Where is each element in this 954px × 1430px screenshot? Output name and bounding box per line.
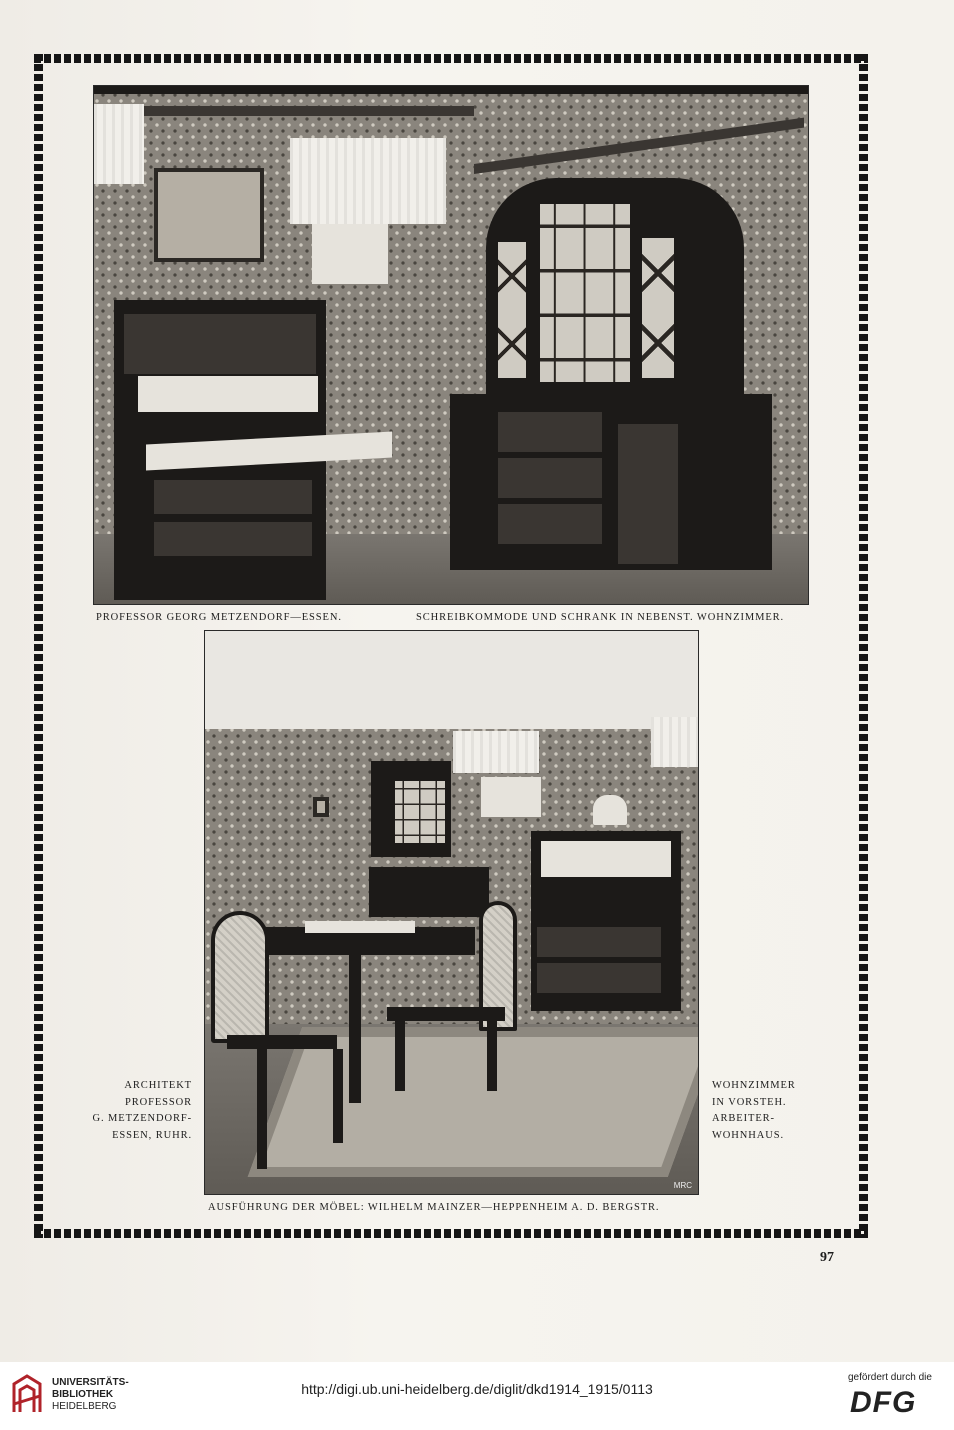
bottom-caption: AUSFÜHRUNG DER MÖBEL: WILHELM MAINZER—HEPPENHEIM A. D. BERGSTR.	[208, 1202, 660, 1213]
sideboard-drawer	[498, 504, 602, 544]
architect-credit	[82, 1078, 192, 1144]
ceiling	[205, 631, 698, 729]
chair-leg	[395, 1021, 405, 1091]
desk-drawer	[537, 963, 661, 993]
photographer-monogram: MRC	[673, 1181, 692, 1190]
page-number: 97	[820, 1250, 834, 1265]
dfg-logo: DFG	[850, 1386, 917, 1419]
frame-border-right	[859, 54, 868, 1238]
desk-shelf	[541, 841, 671, 877]
chair-seat-left	[227, 1035, 337, 1049]
cornice	[94, 86, 808, 94]
chair-leg	[487, 1021, 497, 1091]
architect-credit-line: G. METZENDORF-	[92, 1113, 192, 1124]
chair-back-left	[211, 911, 269, 1043]
top-photograph	[94, 86, 808, 604]
window-pane	[312, 224, 388, 284]
cabinet-side-glass	[642, 238, 674, 378]
desk-shelf	[124, 314, 316, 374]
floor-rug	[248, 1027, 698, 1177]
cabinet-side-glass	[498, 242, 526, 378]
architect-credit-line: PROFESSOR	[124, 1096, 192, 1108]
frame-border-bottom	[34, 1229, 868, 1238]
window-pane	[481, 777, 541, 817]
document-url-link[interactable]: http://digi.ub.uni-heidelberg.de/diglit/dkd1914_1915/0113	[301, 1381, 653, 1397]
sideboard-drawer	[498, 412, 602, 452]
room-description-line: WOHNZIMMER	[712, 1080, 796, 1091]
institution-line: BIBLIOTHEK	[52, 1389, 114, 1400]
table-runner	[305, 921, 415, 933]
frame-border-left	[34, 54, 43, 1238]
sideboard-drawer	[498, 458, 602, 498]
sponsor-label: gefördert durch die	[848, 1372, 932, 1383]
small-picture	[313, 797, 329, 817]
frame-border-top	[34, 54, 868, 63]
desk-drawer	[154, 522, 312, 556]
window-curtain-right	[651, 717, 698, 767]
left-curtain	[94, 104, 144, 184]
architect-credit-line: ESSEN, RUHR.	[112, 1129, 192, 1141]
mantel-clock	[593, 795, 627, 825]
desk-pigeonholes	[138, 376, 318, 412]
architect-credit-line: ARCHITEKT	[124, 1080, 192, 1091]
chair-seat-right	[387, 1007, 505, 1021]
sideboard-door	[618, 424, 678, 564]
table-leg	[349, 953, 361, 1103]
desk-drawer	[154, 480, 312, 514]
corner-cabinet-glass	[395, 781, 445, 843]
chair-leg	[257, 1049, 267, 1169]
top-caption-left: PROFESSOR GEORG METZENDORF—ESSEN.	[96, 612, 342, 623]
desk-drawer	[537, 927, 661, 957]
window-curtain	[290, 138, 446, 224]
institution-line: HEIDELBERG	[52, 1401, 117, 1412]
room-description-line: WOHNHAUS.	[712, 1129, 784, 1141]
cabinet-glass-door	[540, 204, 630, 382]
top-caption-right: SCHREIBKOMMODE UND SCHRANK IN NEBENST. WOHNZIMMER.	[416, 612, 785, 623]
framed-painting	[154, 168, 264, 262]
institution-line: UNIVERSITÄTS-	[52, 1377, 129, 1388]
room-description	[712, 1078, 832, 1144]
bottom-photograph	[205, 631, 698, 1194]
room-description-line: IN VORSTEH.	[712, 1096, 787, 1108]
chair-leg	[333, 1049, 343, 1143]
room-description-line: ARBEITER-	[712, 1113, 775, 1124]
window-curtain	[453, 731, 539, 773]
wall-moulding	[134, 106, 474, 116]
side-table	[369, 867, 489, 917]
